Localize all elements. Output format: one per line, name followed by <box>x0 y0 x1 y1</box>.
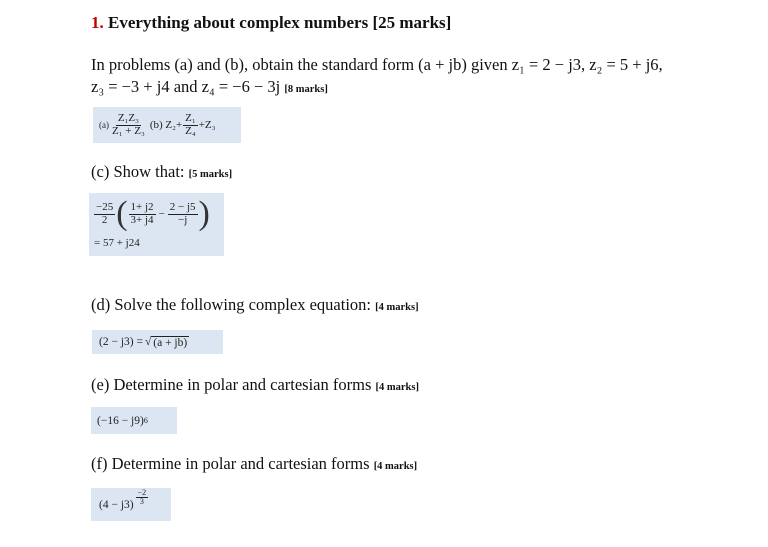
section-heading: Everything about complex numbers [25 marks] <box>108 13 452 32</box>
formula-ab <box>93 107 241 143</box>
intro-line-1: In problems (a) and (b), obtain the standard form (a + jb) given z₁ = 2 − j3, z₂ = 5 + j6, <box>91 55 663 74</box>
marks-e: [4 marks] <box>375 382 419 393</box>
sqrt-icon: √ <box>144 336 152 348</box>
coefficient-denominator: 2 <box>101 213 108 226</box>
prompt-c <box>91 161 232 186</box>
minus-sign: − <box>158 208 165 220</box>
coefficient-fraction <box>94 202 115 226</box>
marks-f: [4 marks] <box>373 461 418 472</box>
fraction-a-denominator: Z₁ + Z₃ <box>112 124 145 137</box>
formula-f-exponent-denominator: 3 <box>139 497 144 506</box>
coefficient-numerator: −25 <box>96 200 114 213</box>
formula-f <box>91 488 171 521</box>
formula-e <box>91 407 177 434</box>
formula-d-lhs: (2 − j3) = <box>99 336 143 348</box>
right-paren: ) <box>198 195 210 232</box>
formula-f-base: (4 − j3) <box>99 498 134 511</box>
prompt-e-text: (e) Determine in polar and cartesian forms <box>91 375 372 394</box>
term-b-tail: +Z₃ <box>198 119 216 131</box>
formula-f-exponent-numerator: −2 <box>137 487 147 497</box>
marks-ab: [8 marks] <box>284 84 328 95</box>
label-b: (b) Z₂+ <box>149 119 183 131</box>
label-a: (a) <box>99 120 109 130</box>
fraction-a <box>110 113 147 137</box>
formula-d-radicand: (a + jb) <box>153 336 188 349</box>
formula-c-expression <box>93 195 210 232</box>
formula-e-base: (−16 − j9) <box>97 414 144 427</box>
formula-f-exponent <box>136 489 149 507</box>
formula-e-exponent: 6 <box>143 416 148 425</box>
left-paren: ( <box>116 195 128 232</box>
fraction-c2 <box>168 202 198 226</box>
formula-c <box>89 193 224 256</box>
formula-d <box>92 330 223 354</box>
marks-c: [5 marks] <box>188 169 233 180</box>
prompt-f-text: (f) Determine in polar and cartesian forms <box>91 454 370 473</box>
prompt-d-text: (d) Solve the following complex equation: <box>91 295 371 314</box>
fraction-c2-numerator: 2 − j5 <box>169 200 196 213</box>
intro-given-values: z₃ = −3 + j4 and z₄ = −6 − 3j <box>91 77 281 96</box>
fraction-a-numerator: Z₁Z₃ <box>117 111 139 124</box>
fraction-b <box>183 113 198 137</box>
fraction-c2-denominator: −j <box>178 213 188 226</box>
fraction-b-denominator: Z₄ <box>185 124 196 137</box>
fraction-c1-numerator: 1+ j2 <box>130 200 154 213</box>
fraction-c1-denominator: 3+ j4 <box>130 213 154 226</box>
fraction-b-numerator: Z₁ <box>185 111 196 124</box>
prompt-d <box>91 294 419 319</box>
marks-d: [4 marks] <box>375 302 419 313</box>
fraction-c1 <box>129 202 156 226</box>
intro-line-2 <box>91 76 328 101</box>
prompt-e <box>91 374 419 399</box>
prompt-f <box>91 453 417 478</box>
formula-c-result: = 57 + j24 <box>94 237 140 249</box>
section-number: 1. <box>91 13 104 32</box>
prompt-c-text: (c) Show that: <box>91 162 185 181</box>
section-title <box>91 13 451 33</box>
